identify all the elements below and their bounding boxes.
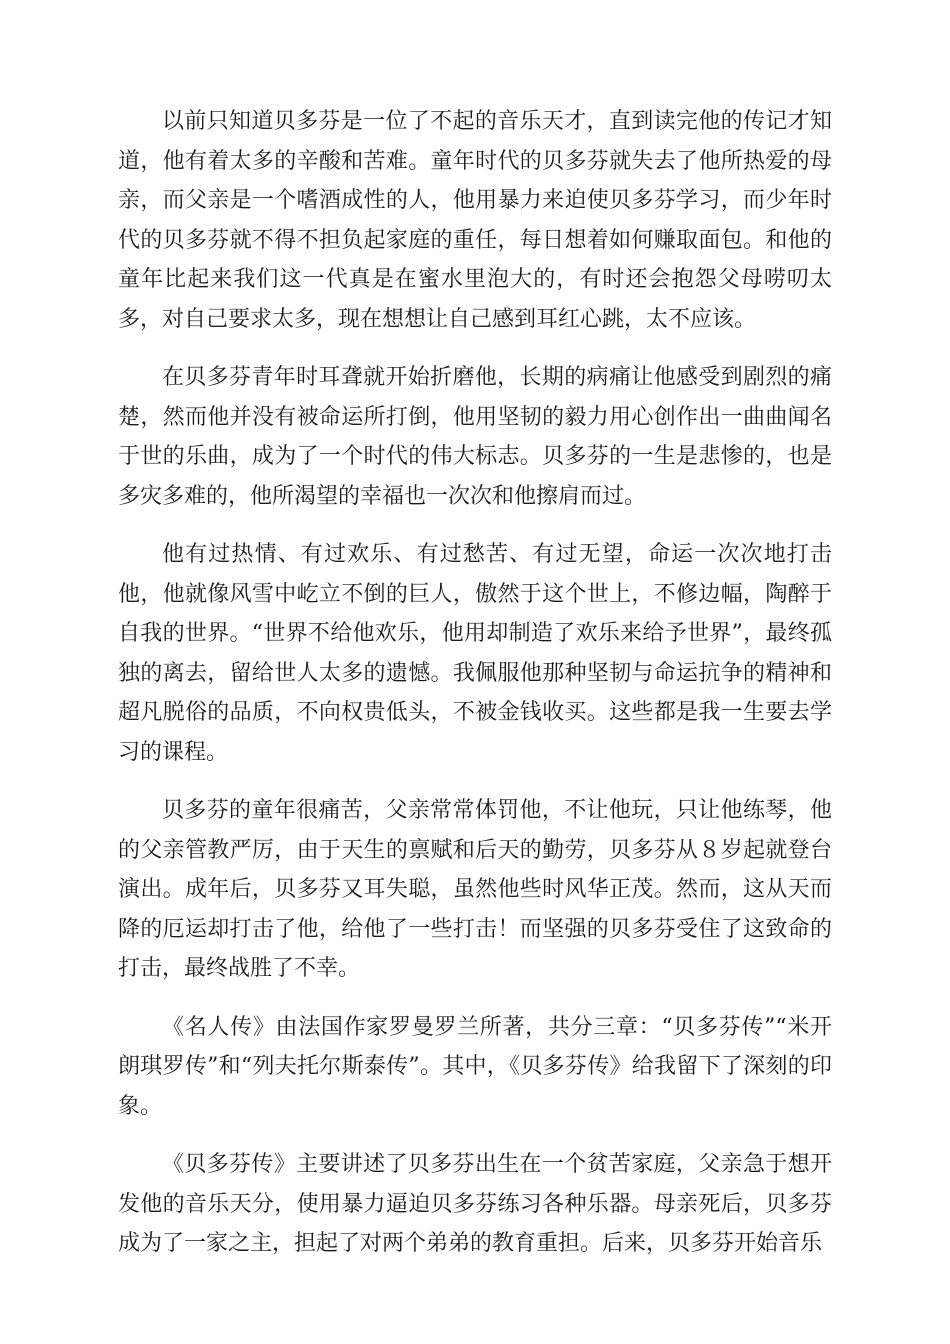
paragraph-2: 在贝多芬青年时耳聋就开始折磨他，长期的病痛让他感受到剧烈的痛楚，然而他并没有被命运所打倒，他用坚韧的毅力用心创作出一曲曲闻名于世的乐曲，成为了一个时代的伟大标志。贝多芬的一生是悲惨的，也是多灾多难的，他所渴望的幸福也一次次和他擦肩而过。	[118, 365, 832, 509]
paragraph-5: 《名人传》由法国作家罗曼罗兰所著，共分三章：“贝多芬传”“米开朗琪罗传”和“列夫托尔斯泰传”。其中，《贝多芬传》给我留下了深刻的印象。	[118, 1014, 832, 1119]
document-body	[118, 102, 832, 1283]
paragraph-3: 他有过热情、有过欢乐、有过愁苦、有过无望，命运一次次地打击他，他就像风雪中屹立不倒的巨人，傲然于这个世上，不修边幅，陶醉于自我的世界。“世界不给他欢乐，他用却制造了欢乐来给予世界”，最终孤独的离去，留给世人太多的遗憾。我佩服他那种坚韧与命运抗争的精神和超凡脱俗的品质，不向权贵低头，不被金钱收买。这些都是我一生要去学习的课程。	[118, 542, 832, 765]
paragraph-6: 《贝多芬传》主要讲述了贝多芬出生在一个贫苦家庭，父亲急于想开发他的音乐天分，使用暴力逼迫贝多芬练习各种乐器。母亲死后，贝多芬成为了一家之主，担起了对两个弟弟的教育重担。后来，贝多芬开始音乐	[118, 1152, 832, 1256]
paragraph-4: 贝多芬的童年很痛苦，父亲常常体罚他，不让他玩，只让他练琴，他的父亲管教严厉，由于天生的禀赋和后天的勤劳，贝多芬从８岁起就登台演出。成年后，贝多芬又耳失聪，虽然他些时风华正茂。然而，这从天而降的厄运却打击了他，给他了一些打击！而坚强的贝多芬受住了这致命的打击，最终战胜了不幸。	[118, 798, 832, 981]
paragraph-1: 以前只知道贝多芬是一位了不起的音乐天才，直到读完他的传记才知道，他有着太多的辛酸和苦难。童年时代的贝多芬就失去了他所热爱的母亲，而父亲是一个嗜酒成性的人，他用暴力来迫使贝多芬学习，而少年时代的贝多芬就不得不担负起家庭的重任，每日想着如何赚取面包。和他的童年比起来我们这一代真是在蜜水里泡大的，有时还会抱怨父母唠叨太多，对自己要求太多，现在想想让自己感到耳红心跳，太不应该。	[118, 109, 832, 332]
